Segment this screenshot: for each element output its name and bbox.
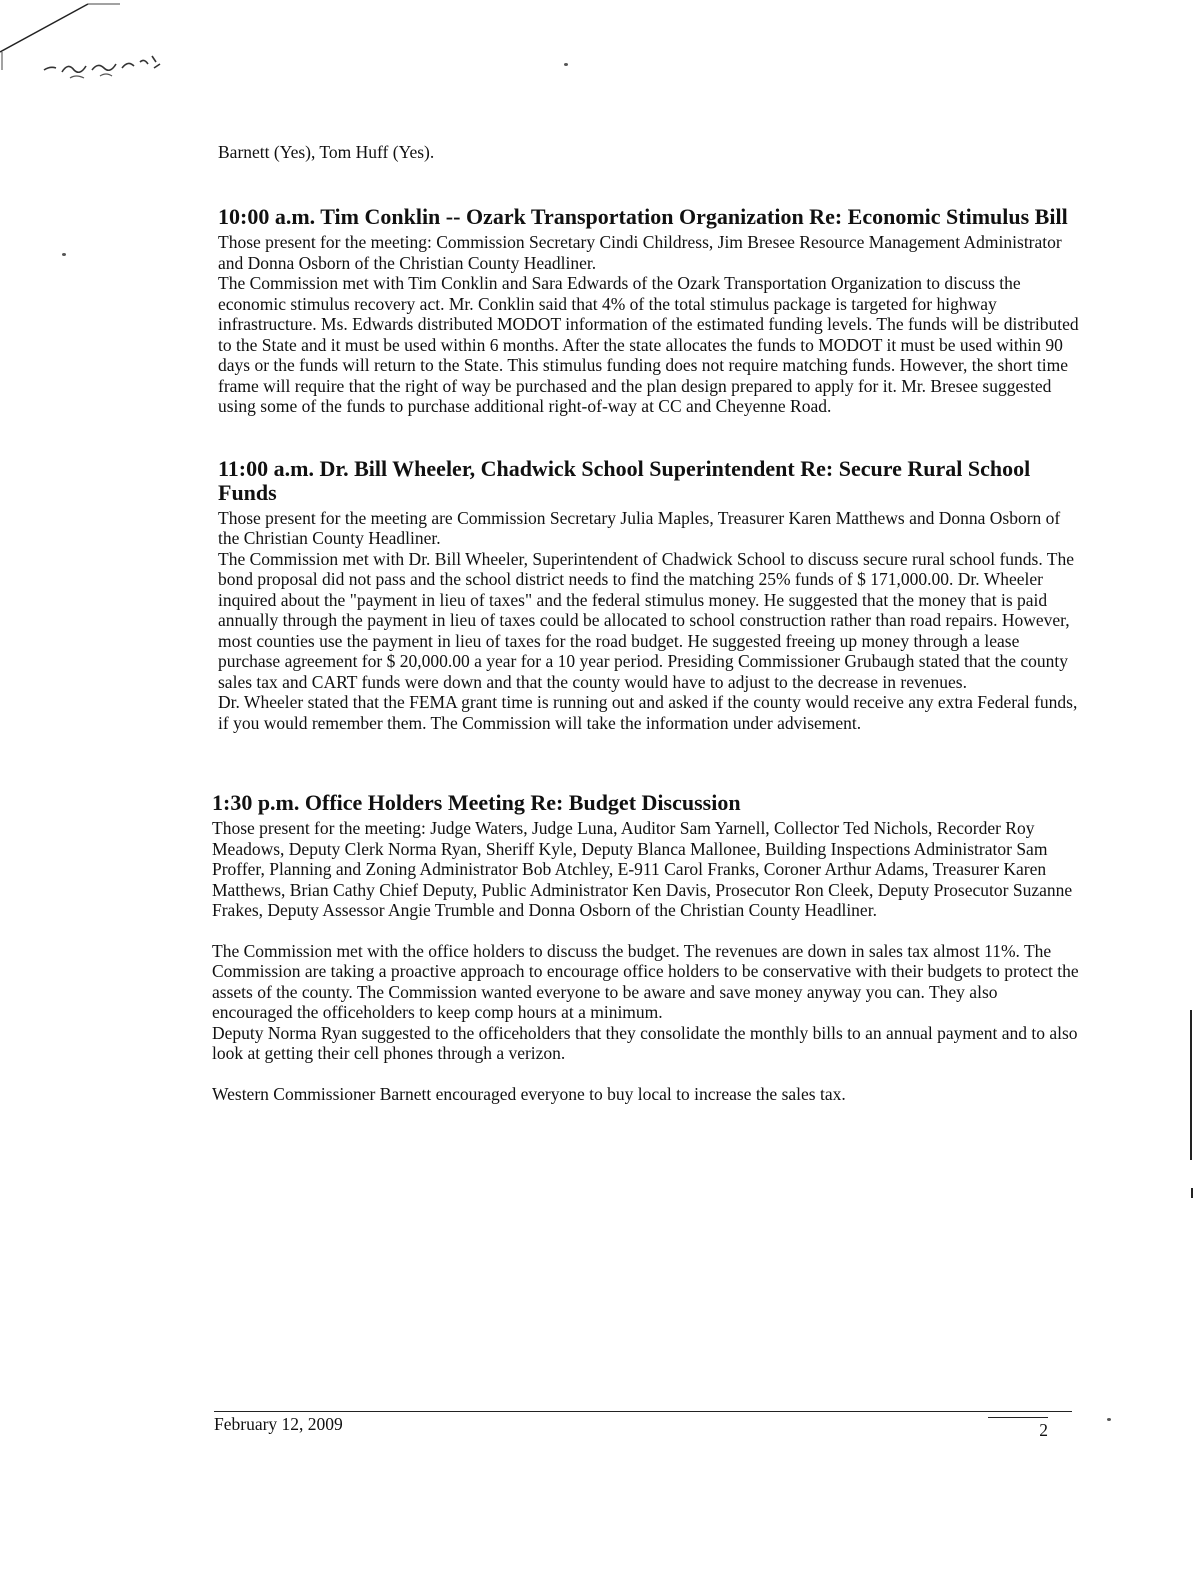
scan-edge-mark (1190, 1010, 1192, 1160)
scan-edge-mark (1191, 1188, 1193, 1198)
discussion-paragraph: The Commission met with the office holders to discuss the budget. The revenues are down in sales tax almost 11%. The Commission are taking a proactive approach to encourage office holders to be conservative with their budgets to protect the assets of the county. The Commission wanted everyone to be aware and save money anyway you can. They also encouraged the officeholders to keep comp hours at a minimum. (212, 940, 1079, 1022)
attendees-paragraph: Those present for the meeting: Judge Waters, Judge Luna, Auditor Sam Yarnell, Collector Ted Nichols, Recorder Roy Meadows, Deputy Clerk Norma Ryan, Sheriff Kyle, Deputy Blanca Mallonee, Building Inspections Administrator Sam Proffer, Planning and Zoning Administrator Bob Atchley, E-911 Carol Franks, Coroner Arthur Adams, Treasurer Karen Matthews, Brian Cathy Chief Deputy, Public Administrator Ken Davis, Prosecutor Ron Cleek, Deputy Prosecutor Suzanne Frakes, Deputy Assessor Angie Trumble and Donna Osborn of the Christian County Headliner. (212, 818, 1073, 920)
paragraph-gap (212, 921, 1080, 941)
page-footer (214, 1411, 1072, 1440)
scan-speck (564, 63, 568, 66)
discussion-paragraph: The Commission met with Dr. Bill Wheeler, Superintendent of Chadwick School to discuss secure rural school funds. The bond proposal did not pass and the school district needs to find the matching 25% funds of $ 171,000.00. Dr. Wheeler inquired about the "payment in lieu of taxes" and the federal stimulus money. He suggested that the money that is paid annually through the payment in lieu of taxes could be allocated to school construction rather than road repairs. However, most counties use the payment in lieu of taxes for the road budget. He suggested freeing up money through a lease purchase agreement for $ 20,000.00 a year for a 10 year period. Presiding Commissioner Grubaugh stated that the county sales tax and CART funds were down and that the county would have to adjust to the decrease in revenues. (218, 548, 1075, 692)
agenda-item-heading: 11:00 a.m. Dr. Bill Wheeler, Chadwick School Superintendent Re: Secure Rural School Funds (218, 455, 1031, 505)
agenda-item-office-holders (212, 791, 1080, 1104)
discussion-paragraph: Dr. Wheeler stated that the FEMA grant time is running out and asked if the county would receive any extra Federal funds, if you would remember them. The Commission will take the information under advisement. (218, 692, 1078, 733)
scan-speck (62, 253, 66, 256)
agenda-item-heading: 10:00 a.m. Tim Conklin -- Ozark Transportation Organization Re: Economic Stimulus Bill (218, 204, 1068, 229)
discussion-paragraph: The Commission met with Tim Conklin and Sara Edwards of the Ozark Transportation Organization to discuss the economic stimulus recovery act. Mr. Conklin said that 4% of the total stimulus package is targeted for highway infrastructure. Ms. Edwards distributed MODOT information of the estimated funding levels. The funds will be distributed to the State and it must be used within 6 months. After the state allocates the funds to MODOT it must be used within 90 days or the funds will return to the State. This stimulus funding does not require matching funds. However, the short time frame will require that the right of way be purchased and the plan design prepared to apply for it. Mr. Bresee suggested using some of the funds to purchase additional right-of-way at CC and Cheyenne Road. (218, 273, 1079, 416)
agenda-item-bill-wheeler (218, 457, 1080, 734)
scan-speck (1107, 1418, 1111, 1421)
agenda-item-tim-conklin (218, 205, 1080, 417)
page-number: 2 (988, 1417, 1048, 1441)
handwritten-scribble (40, 48, 170, 88)
footer-date: February 12, 2009 (214, 1414, 343, 1434)
discussion-paragraph: Western Commissioner Barnett encouraged everyone to buy local to increase the sales tax. (212, 1083, 846, 1104)
paragraph-gap (212, 1064, 1080, 1084)
lead-line: Barnett (Yes), Tom Huff (Yes). (218, 142, 435, 162)
attendees-paragraph: Those present for the meeting: Commission Secretary Cindi Childress, Jim Bresee Resource Management Administrator and Donna Osborn of the Christian County Headliner. (218, 232, 1062, 273)
agenda-item-heading: 1:30 p.m. Office Holders Meeting Re: Budget Discussion (212, 790, 741, 815)
attendees-paragraph: Those present for the meeting are Commission Secretary Julia Maples, Treasurer Karen Matthews and Donna Osborn of the Christian County Headliner. (218, 507, 1061, 548)
minutes-body (212, 142, 1080, 1104)
discussion-paragraph: Deputy Norma Ryan suggested to the officeholders that they consolidate the monthly bills to an annual payment and to also look at getting their cell phones through a verizon. (212, 1022, 1078, 1063)
